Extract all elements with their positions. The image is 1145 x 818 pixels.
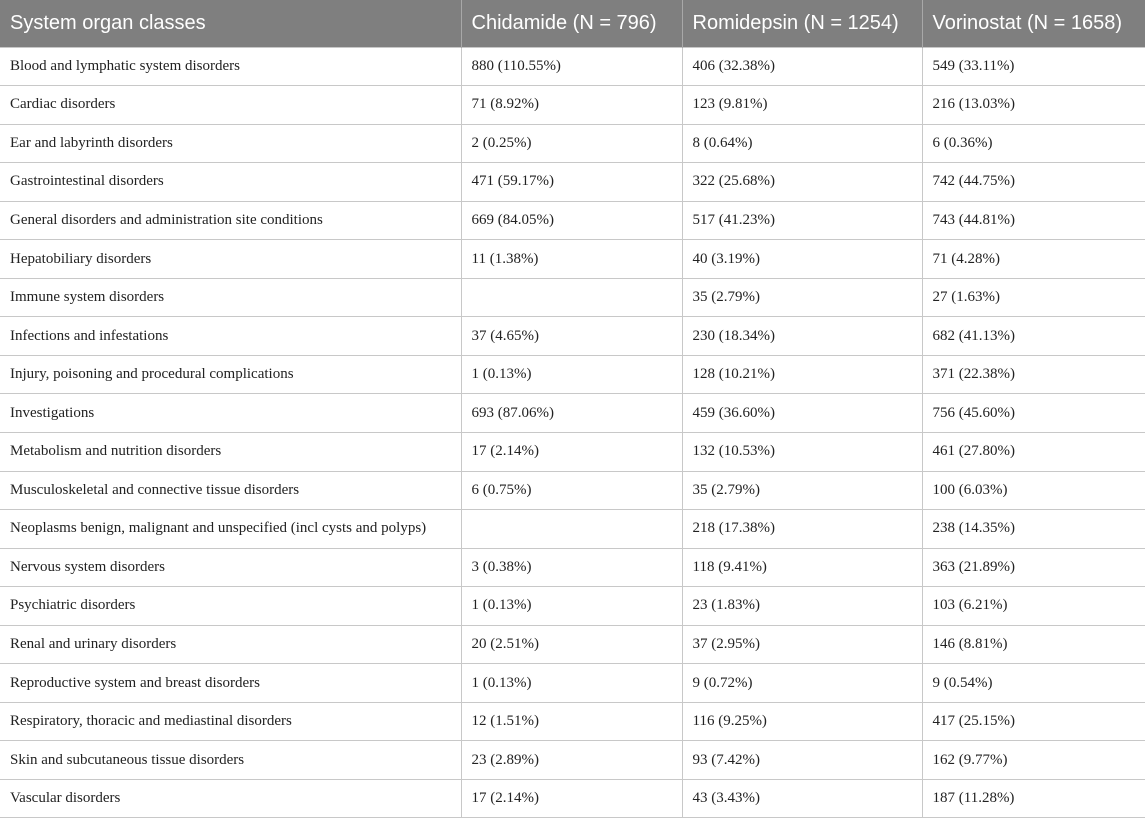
soc-cell: Blood and lymphatic system disorders — [0, 47, 461, 86]
table-row — [0, 355, 1145, 394]
chidamide-cell: 2 (0.25%) — [461, 124, 682, 163]
soc-cell: Skin and subcutaneous tissue disorders — [0, 741, 461, 780]
soc-cell: General disorders and administration site conditions — [0, 201, 461, 240]
vorinostat-cell: 216 (13.03%) — [922, 86, 1145, 125]
vorinostat-cell: 371 (22.38%) — [922, 355, 1145, 394]
table-row — [0, 625, 1145, 664]
vorinostat-cell: 742 (44.75%) — [922, 163, 1145, 202]
romidepsin-cell: 517 (41.23%) — [682, 201, 922, 240]
table-body — [0, 47, 1145, 818]
soc-cell: Metabolism and nutrition disorders — [0, 432, 461, 471]
chidamide-cell: 6 (0.75%) — [461, 471, 682, 510]
vorinostat-cell: 238 (14.35%) — [922, 510, 1145, 549]
soc-cell: Immune system disorders — [0, 278, 461, 317]
soc-cell: Gastrointestinal disorders — [0, 163, 461, 202]
chidamide-cell: 1 (0.13%) — [461, 355, 682, 394]
chidamide-cell: 37 (4.65%) — [461, 317, 682, 356]
chidamide-cell: 1 (0.13%) — [461, 664, 682, 703]
soc-cell: Injury, poisoning and procedural complications — [0, 355, 461, 394]
vorinostat-cell: 9 (0.54%) — [922, 664, 1145, 703]
soc-cell: Investigations — [0, 394, 461, 433]
chidamide-cell: 3 (0.38%) — [461, 548, 682, 587]
table-row — [0, 548, 1145, 587]
table-row — [0, 779, 1145, 818]
chidamide-cell: 17 (2.14%) — [461, 779, 682, 818]
vorinostat-cell: 187 (11.28%) — [922, 779, 1145, 818]
vorinostat-cell: 743 (44.81%) — [922, 201, 1145, 240]
soc-cell: Vascular disorders — [0, 779, 461, 818]
table-row — [0, 163, 1145, 202]
vorinostat-cell: 103 (6.21%) — [922, 587, 1145, 626]
romidepsin-cell: 218 (17.38%) — [682, 510, 922, 549]
romidepsin-cell: 23 (1.83%) — [682, 587, 922, 626]
romidepsin-cell: 35 (2.79%) — [682, 278, 922, 317]
table-row — [0, 741, 1145, 780]
chidamide-cell: 20 (2.51%) — [461, 625, 682, 664]
romidepsin-cell: 8 (0.64%) — [682, 124, 922, 163]
romidepsin-cell: 406 (32.38%) — [682, 47, 922, 86]
chidamide-cell: 669 (84.05%) — [461, 201, 682, 240]
chidamide-cell: 23 (2.89%) — [461, 741, 682, 780]
chidamide-cell: 71 (8.92%) — [461, 86, 682, 125]
soc-cell: Neoplasms benign, malignant and unspecified (incl cysts and polyps) — [0, 510, 461, 549]
vorinostat-cell: 6 (0.36%) — [922, 124, 1145, 163]
chidamide-cell: 1 (0.13%) — [461, 587, 682, 626]
vorinostat-cell: 363 (21.89%) — [922, 548, 1145, 587]
table-row — [0, 510, 1145, 549]
romidepsin-cell: 230 (18.34%) — [682, 317, 922, 356]
table-row — [0, 240, 1145, 279]
table-row — [0, 432, 1145, 471]
vorinostat-cell: 417 (25.15%) — [922, 702, 1145, 741]
romidepsin-cell: 37 (2.95%) — [682, 625, 922, 664]
header-chidamide: Chidamide (N = 796) — [461, 0, 682, 47]
table-row — [0, 587, 1145, 626]
vorinostat-cell: 27 (1.63%) — [922, 278, 1145, 317]
soc-cell: Renal and urinary disorders — [0, 625, 461, 664]
romidepsin-cell: 93 (7.42%) — [682, 741, 922, 780]
chidamide-cell: 11 (1.38%) — [461, 240, 682, 279]
vorinostat-cell: 682 (41.13%) — [922, 317, 1145, 356]
soc-cell: Nervous system disorders — [0, 548, 461, 587]
header-system-organ-class: System organ classes — [10, 11, 206, 34]
soc-cell: Hepatobiliary disorders — [0, 240, 461, 279]
romidepsin-cell: 459 (36.60%) — [682, 394, 922, 433]
header-vorinostat: Vorinostat (N = 1658) — [922, 0, 1145, 47]
romidepsin-cell: 322 (25.68%) — [682, 163, 922, 202]
header-row — [0, 0, 1145, 47]
romidepsin-cell: 128 (10.21%) — [682, 355, 922, 394]
table-row — [0, 317, 1145, 356]
vorinostat-cell: 100 (6.03%) — [922, 471, 1145, 510]
chidamide-cell — [461, 510, 682, 549]
vorinostat-cell: 549 (33.11%) — [922, 47, 1145, 86]
romidepsin-cell: 9 (0.72%) — [682, 664, 922, 703]
table-row — [0, 86, 1145, 125]
romidepsin-cell: 123 (9.81%) — [682, 86, 922, 125]
table-row — [0, 664, 1145, 703]
romidepsin-cell: 43 (3.43%) — [682, 779, 922, 818]
vorinostat-cell: 71 (4.28%) — [922, 240, 1145, 279]
table-row — [0, 394, 1145, 433]
table-row — [0, 47, 1145, 86]
header-romidepsin: Romidepsin (N = 1254) — [682, 0, 922, 47]
table-row — [0, 471, 1145, 510]
romidepsin-cell: 132 (10.53%) — [682, 432, 922, 471]
soc-cell: Musculoskeletal and connective tissue disorders — [0, 471, 461, 510]
vorinostat-cell: 756 (45.60%) — [922, 394, 1145, 433]
table-row — [0, 124, 1145, 163]
chidamide-cell — [461, 278, 682, 317]
soc-cell: Respiratory, thoracic and mediastinal disorders — [0, 702, 461, 741]
vorinostat-cell: 162 (9.77%) — [922, 741, 1145, 780]
soc-cell: Infections and infestations — [0, 317, 461, 356]
vorinostat-cell: 146 (8.81%) — [922, 625, 1145, 664]
table-row — [0, 702, 1145, 741]
table-header — [0, 0, 1145, 47]
soc-cell: Cardiac disorders — [0, 86, 461, 125]
table-row — [0, 278, 1145, 317]
soc-cell: Reproductive system and breast disorders — [0, 664, 461, 703]
romidepsin-cell: 40 (3.19%) — [682, 240, 922, 279]
chidamide-cell: 880 (110.55%) — [461, 47, 682, 86]
vorinostat-cell: 461 (27.80%) — [922, 432, 1145, 471]
romidepsin-cell: 116 (9.25%) — [682, 702, 922, 741]
soc-cell: Psychiatric disorders — [0, 587, 461, 626]
soc-cell: Ear and labyrinth disorders — [0, 124, 461, 163]
chidamide-cell: 12 (1.51%) — [461, 702, 682, 741]
table-row — [0, 201, 1145, 240]
chidamide-cell: 471 (59.17%) — [461, 163, 682, 202]
chidamide-cell: 693 (87.06%) — [461, 394, 682, 433]
chidamide-cell: 17 (2.14%) — [461, 432, 682, 471]
romidepsin-cell: 118 (9.41%) — [682, 548, 922, 587]
romidepsin-cell: 35 (2.79%) — [682, 471, 922, 510]
